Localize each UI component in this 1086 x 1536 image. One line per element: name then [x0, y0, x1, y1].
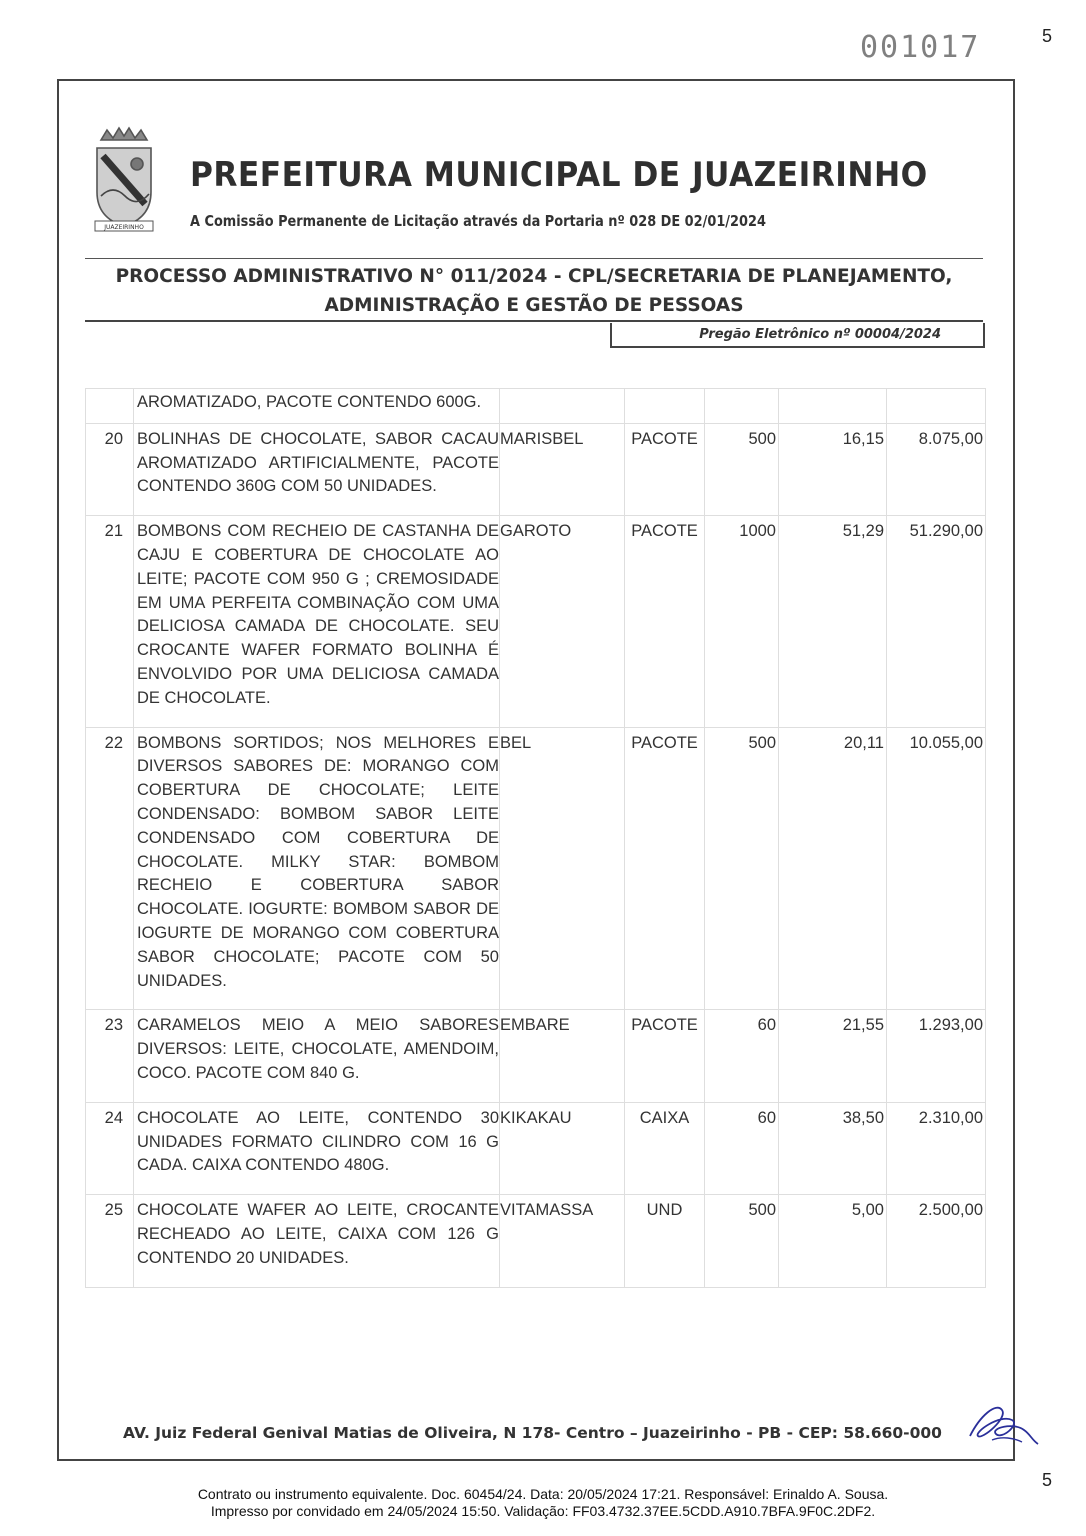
item-brand: MARISBEL — [500, 423, 625, 515]
item-unit: PACOTE — [625, 423, 705, 515]
item-total: 1.293,00 — [887, 1010, 986, 1102]
page-number-bottom: 5 — [1041, 1470, 1052, 1490]
item-unit-price — [779, 389, 887, 424]
coat-of-arms-label: JUAZEIRINHO — [104, 224, 144, 231]
header-title: PREFEITURA MUNICIPAL DE JUAZEIRINHO — [190, 155, 928, 195]
item-unit-price: 20,11 — [779, 727, 887, 1010]
item-unit-price: 38,50 — [779, 1102, 887, 1194]
item-brand — [500, 389, 625, 424]
items-table — [85, 388, 986, 1288]
item-total: 2.310,00 — [887, 1102, 986, 1194]
item-unit-price: 51,29 — [779, 516, 887, 727]
item-total: 10.055,00 — [887, 727, 986, 1010]
item-unit-price: 21,55 — [779, 1010, 887, 1102]
item-unit-price: 16,15 — [779, 423, 887, 515]
item-number: 25 — [86, 1195, 134, 1287]
item-total: 8.075,00 — [887, 423, 986, 515]
item-quantity: 60 — [705, 1010, 779, 1102]
header-rule-bottom — [85, 320, 983, 322]
item-total: 51.290,00 — [887, 516, 986, 727]
item-unit: UND — [625, 1195, 705, 1287]
signature — [962, 1396, 1042, 1456]
item-number: 24 — [86, 1102, 134, 1194]
item-quantity: 60 — [705, 1102, 779, 1194]
validation-line2: Impresso por convidado em 24/05/2024 15:50. Validação: FF03.4732.37EE.5CDD.A910.7BFA.9F0C.2DF2. — [210, 1503, 876, 1519]
item-description: CHOCOLATE AO LEITE, CONTENDO 30 UNIDADES FORMATO CILINDRO COM 16 G CADA. CAIXA CONTENDO 480G. — [134, 1102, 500, 1194]
item-description: AROMATIZADO, PACOTE CONTENDO 600G. — [134, 389, 500, 424]
header-subtitle: A Comissão Permanente de Licitação através da Portaria nº 028 DE 02/01/2024 — [190, 212, 766, 230]
item-number: 23 — [86, 1010, 134, 1102]
item-quantity: 500 — [705, 1195, 779, 1287]
item-unit — [625, 389, 705, 424]
header-rule-top — [85, 258, 983, 259]
table-row — [86, 1010, 986, 1102]
item-number — [86, 389, 134, 424]
coat-of-arms-icon — [93, 126, 155, 236]
items-table-body — [86, 389, 986, 1288]
item-number: 21 — [86, 516, 134, 727]
table-row — [86, 1102, 986, 1194]
item-unit-price: 5,00 — [779, 1195, 887, 1287]
process-title — [85, 262, 983, 320]
item-description: CHOCOLATE WAFER AO LEITE, CROCANTE RECHEADO AO LEITE, CAIXA COM 126 G CONTENDO 20 UNIDADES. — [134, 1195, 500, 1287]
item-brand: KIKAKAU — [500, 1102, 625, 1194]
item-number: 20 — [86, 423, 134, 515]
process-title-line1: PROCESSO ADMINISTRATIVO N° 011/2024 - CPL/SECRETARIA DE PLANEJAMENTO, — [115, 266, 953, 287]
item-number: 22 — [86, 727, 134, 1010]
stamp-number: 001017 — [860, 30, 981, 65]
item-brand: BEL — [500, 727, 625, 1010]
table-row — [86, 389, 986, 424]
validation-footer — [0, 1486, 1086, 1520]
item-description: BOMBONS SORTIDOS; NOS MELHORES E DIVERSOS SABORES DE: MORANGO COM COBERTURA DE CHOCOLATE; LEITE CONDENSADO: BOMBOM SABOR LEITE CONDENSADO COM COBERTURA DE CHOCOLATE. MILKY STAR: BOMBOM RECHEIO E COBERTURA SABOR CHOCOLATE. IOGURTE: BOMBOM SABOR DE IOGURTE DE MORANGO COM COBERTURA SABOR CHOCOLATE; PACOTE COM 50 UNIDADES. — [134, 727, 500, 1010]
item-quantity: 500 — [705, 727, 779, 1010]
item-description: BOMBONS COM RECHEIO DE CASTANHA DE CAJU E COBERTURA DE CHOCOLATE AO LEITE; PACOTE COM 950 G ; CREMOSIDADE EM UMA PERFEITA COMBINAÇÃO COM UMA DELICIOSA CAMADA DE CHOCOLATE. SEU CROCANTE WAFER FORMATO BOLINHA É ENVOLVIDO POR UMA DELICIOSA CAMADA DE CHOCOLATE. — [134, 516, 500, 727]
table-row — [86, 423, 986, 515]
process-title-line2: ADMINISTRAÇÃO E GESTÃO DE PESSOAS — [324, 295, 744, 316]
item-quantity: 1000 — [705, 516, 779, 727]
table-row — [86, 1195, 986, 1287]
item-quantity: 500 — [705, 423, 779, 515]
item-total: 2.500,00 — [887, 1195, 986, 1287]
table-row — [86, 516, 986, 727]
item-brand: VITAMASSA — [500, 1195, 625, 1287]
item-description: CARAMELOS MEIO A MEIO SABORES DIVERSOS: LEITE, CHOCOLATE, AMENDOIM, COCO. PACOTE COM 840 G. — [134, 1010, 500, 1102]
item-total — [887, 389, 986, 424]
item-unit: PACOTE — [625, 516, 705, 727]
pregao-label: Pregão Eletrônico nº 00004/2024 — [610, 323, 985, 348]
item-unit: CAIXA — [625, 1102, 705, 1194]
item-brand: EMBARE — [500, 1010, 625, 1102]
footer-address: AV. Juiz Federal Genival Matias de Oliveira, N 178- Centro – Juazeirinho - PB - CEP: 58.660-000 — [123, 1424, 942, 1442]
item-description: BOLINHAS DE CHOCOLATE, SABOR CACAU AROMATIZADO ARTIFICIALMENTE, PACOTE CONTENDO 360G COM 50 UNIDADES. — [134, 423, 500, 515]
page-number-top: 5 — [1041, 26, 1052, 46]
item-quantity — [705, 389, 779, 424]
item-unit: PACOTE — [625, 727, 705, 1010]
table-row — [86, 727, 986, 1010]
validation-line1: Contrato ou instrumento equivalente. Doc. 60454/24. Data: 20/05/2024 17:21. Responsável: Erinaldo A. Sousa. — [197, 1486, 889, 1502]
item-unit: PACOTE — [625, 1010, 705, 1102]
item-brand: GAROTO — [500, 516, 625, 727]
